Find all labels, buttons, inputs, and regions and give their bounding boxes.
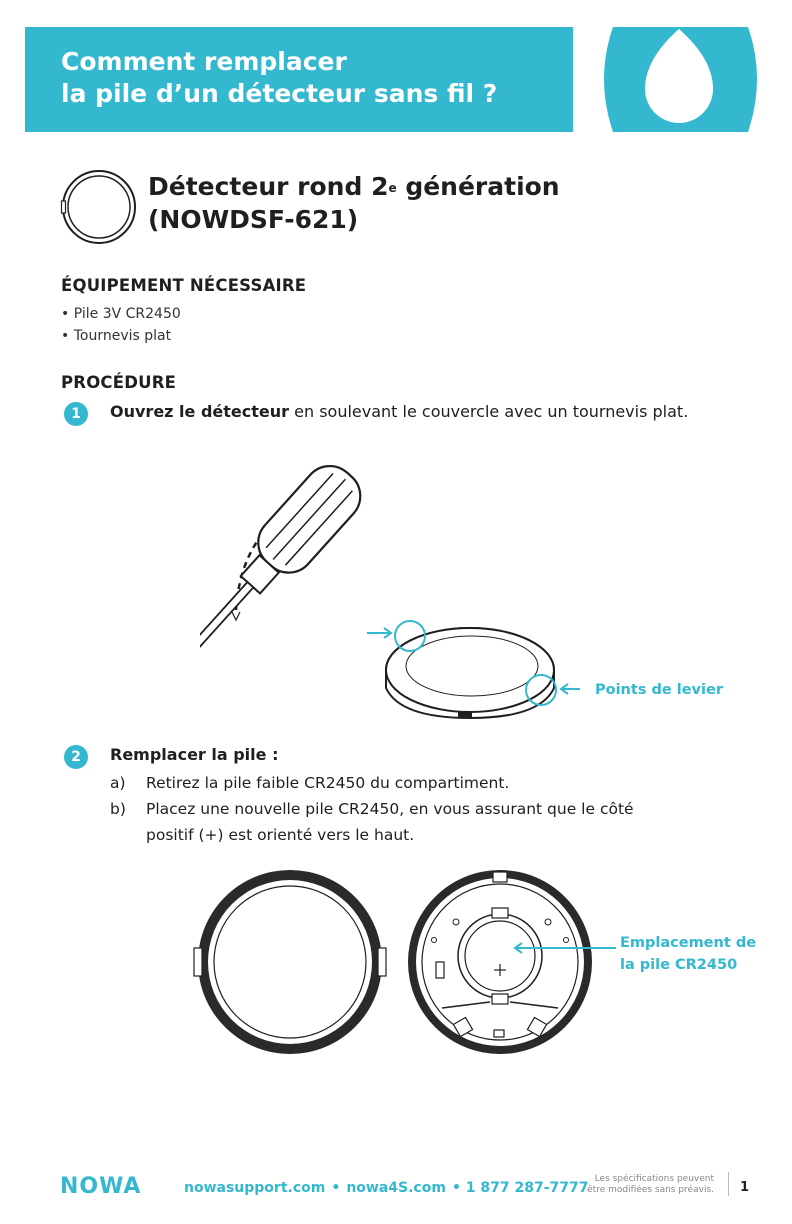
- step-1-rest: en soulevant le couvercle avec un tournevis plat.: [289, 402, 689, 421]
- list-item: [110, 796, 666, 848]
- footer-links: [184, 1180, 588, 1196]
- list-item: • Tournevis plat: [61, 325, 181, 347]
- product-model: (NOWDSF-621): [148, 205, 359, 234]
- product-title-superscript: e: [388, 181, 397, 195]
- title-line-1: Comment remplacer: [61, 47, 347, 76]
- callout-line-2: la pile CR2450: [620, 957, 738, 973]
- procedure-heading: PROCÉDURE: [61, 373, 177, 392]
- page-title: [61, 46, 497, 110]
- substep-letter: b): [110, 800, 126, 818]
- header-banner: [25, 27, 768, 132]
- equipment-heading: ÉQUIPEMENT NÉCESSAIRE: [61, 276, 307, 295]
- step-2-title: Remplacer la pile :: [110, 745, 279, 764]
- page-number: 1: [740, 1180, 750, 1195]
- round-detector-icon: [60, 168, 138, 246]
- equipment-list: [61, 303, 181, 347]
- battery-location-callout: [620, 932, 756, 976]
- substep-text: Retirez la pile faible CR2450 du compartiment.: [146, 774, 510, 792]
- support-link[interactable]: nowasupport.com: [184, 1180, 326, 1196]
- pry-points-callout: Points de levier: [595, 682, 723, 698]
- list-item: • Pile 3V CR2450: [61, 303, 181, 325]
- product-title-prefix: Détecteur rond 2: [148, 172, 389, 201]
- list-item: [110, 770, 666, 796]
- step-1-bold: Ouvrez le détecteur: [110, 402, 290, 421]
- water-drop-icon: [573, 27, 768, 132]
- substep-text: Placez une nouvelle pile CR2450, en vous assurant que le côté positif (+) est orienté vers le haut.: [146, 800, 634, 844]
- screwdriver-illustration: [200, 440, 580, 730]
- note-line-1: Les spécifications peuvent: [594, 1174, 714, 1184]
- title-line-2: la pile d’un détecteur sans fil ?: [61, 79, 498, 108]
- callout-line-1: Emplacement de: [620, 935, 757, 951]
- step-1-text: [110, 402, 688, 421]
- product-title-suffix: génération: [396, 172, 560, 201]
- phone-number: • 1 877 287-7777: [451, 1180, 589, 1196]
- footer-separator: •: [331, 1180, 341, 1196]
- step-1-badge: 1: [64, 402, 88, 426]
- battery-compartment-illustration: [180, 870, 620, 1060]
- step-2-badge: 2: [64, 745, 88, 769]
- footer-divider: [728, 1172, 729, 1196]
- substep-letter: a): [110, 774, 126, 792]
- website-link[interactable]: nowa4S.com: [346, 1180, 446, 1196]
- specifications-note: [560, 1174, 714, 1196]
- nowa-logo: NOWA: [60, 1174, 142, 1199]
- product-title: [148, 170, 560, 236]
- step-2-substeps: [110, 770, 666, 848]
- note-line-2: être modifiées sans préavis.: [587, 1185, 714, 1195]
